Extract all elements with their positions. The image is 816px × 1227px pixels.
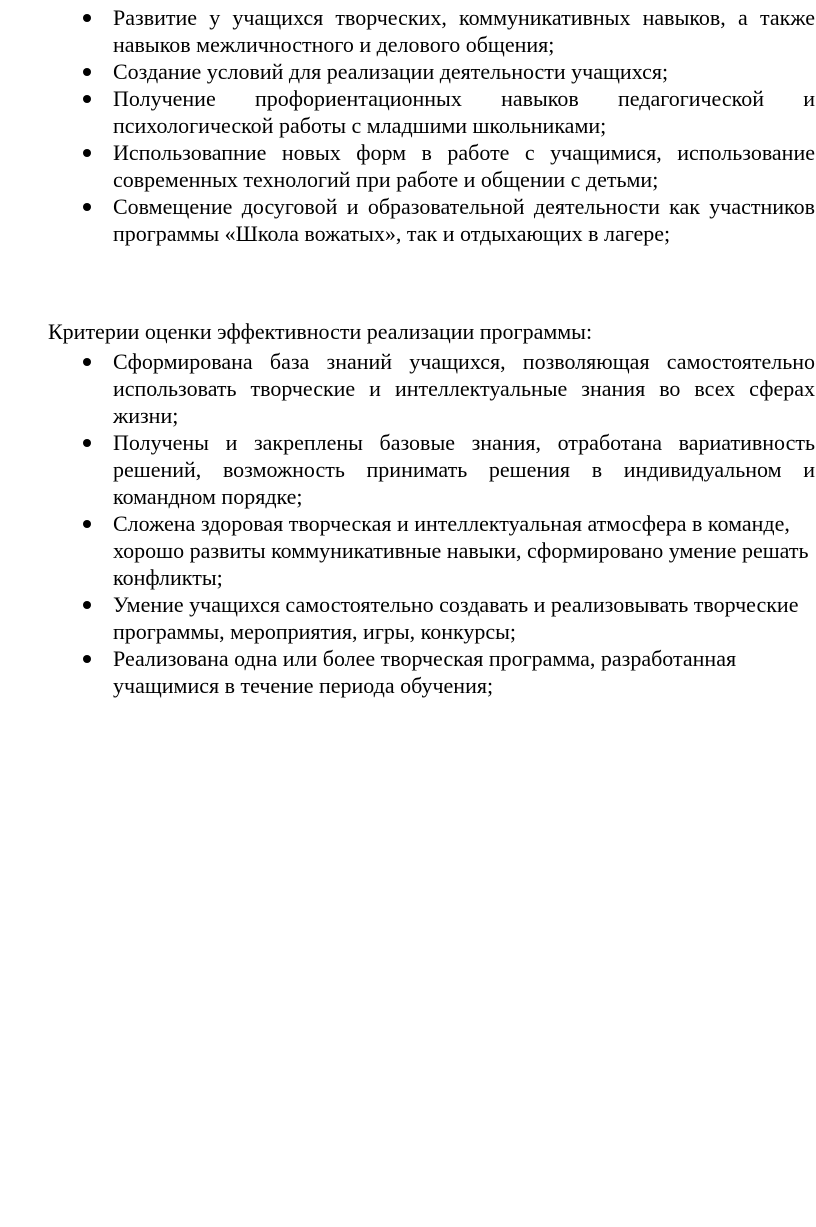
list-item bbox=[0, 85, 815, 139]
bullet-icon bbox=[83, 203, 91, 211]
bullet-icon bbox=[83, 68, 91, 76]
bullet-icon bbox=[83, 520, 91, 528]
bullet-icon bbox=[83, 439, 91, 447]
bullet-icon bbox=[83, 95, 91, 103]
list-item-text: Развитие у учащихся творческих, коммуникативных навыков, а также навыков межличностного и делового общения; bbox=[113, 5, 815, 57]
criteria-heading: Критерии оценки эффективности реализации программы: bbox=[48, 319, 593, 344]
list-item-text: Реализована одна или более творческая программа, разработанная учащимися в течение периода обучения; bbox=[113, 646, 737, 698]
list-item-text: Создание условий для реализации деятельности учащихся; bbox=[113, 59, 669, 84]
bullet-icon bbox=[83, 14, 91, 22]
list-item-text: Получение профориентационных навыков педагогической и психологической работы с младшими школьниками; bbox=[113, 86, 815, 138]
list-item-text: Умение учащихся самостоятельно создавать и реализовывать творческие программы, мероприятия, игры, конкурсы; bbox=[113, 592, 799, 644]
bullet-icon bbox=[83, 358, 91, 366]
list-item-text: Совмещение досуговой и образовательной деятельности как участников программы «Школа вожатых», так и отдыхающих в лагере; bbox=[113, 194, 815, 246]
list-item bbox=[0, 58, 815, 85]
criteria-list bbox=[0, 348, 815, 699]
list-item bbox=[0, 193, 815, 247]
list-item-text: Сложена здоровая творческая и интеллектуальная атмосфера в команде, хорошо развиты коммуникативные навыки, сформировано умение решать конфликты; bbox=[113, 511, 809, 590]
bullet-icon bbox=[83, 149, 91, 157]
list-item-text: Сформирована база знаний учащихся, позволяющая самостоятельно использовать творческие и интеллектуальные знания во всех сферах жизни; bbox=[113, 349, 815, 428]
list-item-text: Использовапние новых форм в работе с учащимися, использование современных технологий при работе и общении с детьми; bbox=[113, 140, 815, 192]
list-item bbox=[0, 429, 815, 510]
list-item bbox=[0, 510, 815, 591]
list-item bbox=[0, 645, 815, 699]
goals-list bbox=[0, 4, 815, 247]
list-item bbox=[0, 4, 815, 58]
list-item bbox=[0, 139, 815, 193]
list-item bbox=[0, 348, 815, 429]
list-item-text: Получены и закреплены базовые знания, отработана вариативность решений, возможность принимать решения в индивидуальном и командном порядке; bbox=[113, 430, 815, 509]
list-item bbox=[0, 591, 815, 645]
bullet-icon bbox=[83, 655, 91, 663]
bullet-icon bbox=[83, 601, 91, 609]
